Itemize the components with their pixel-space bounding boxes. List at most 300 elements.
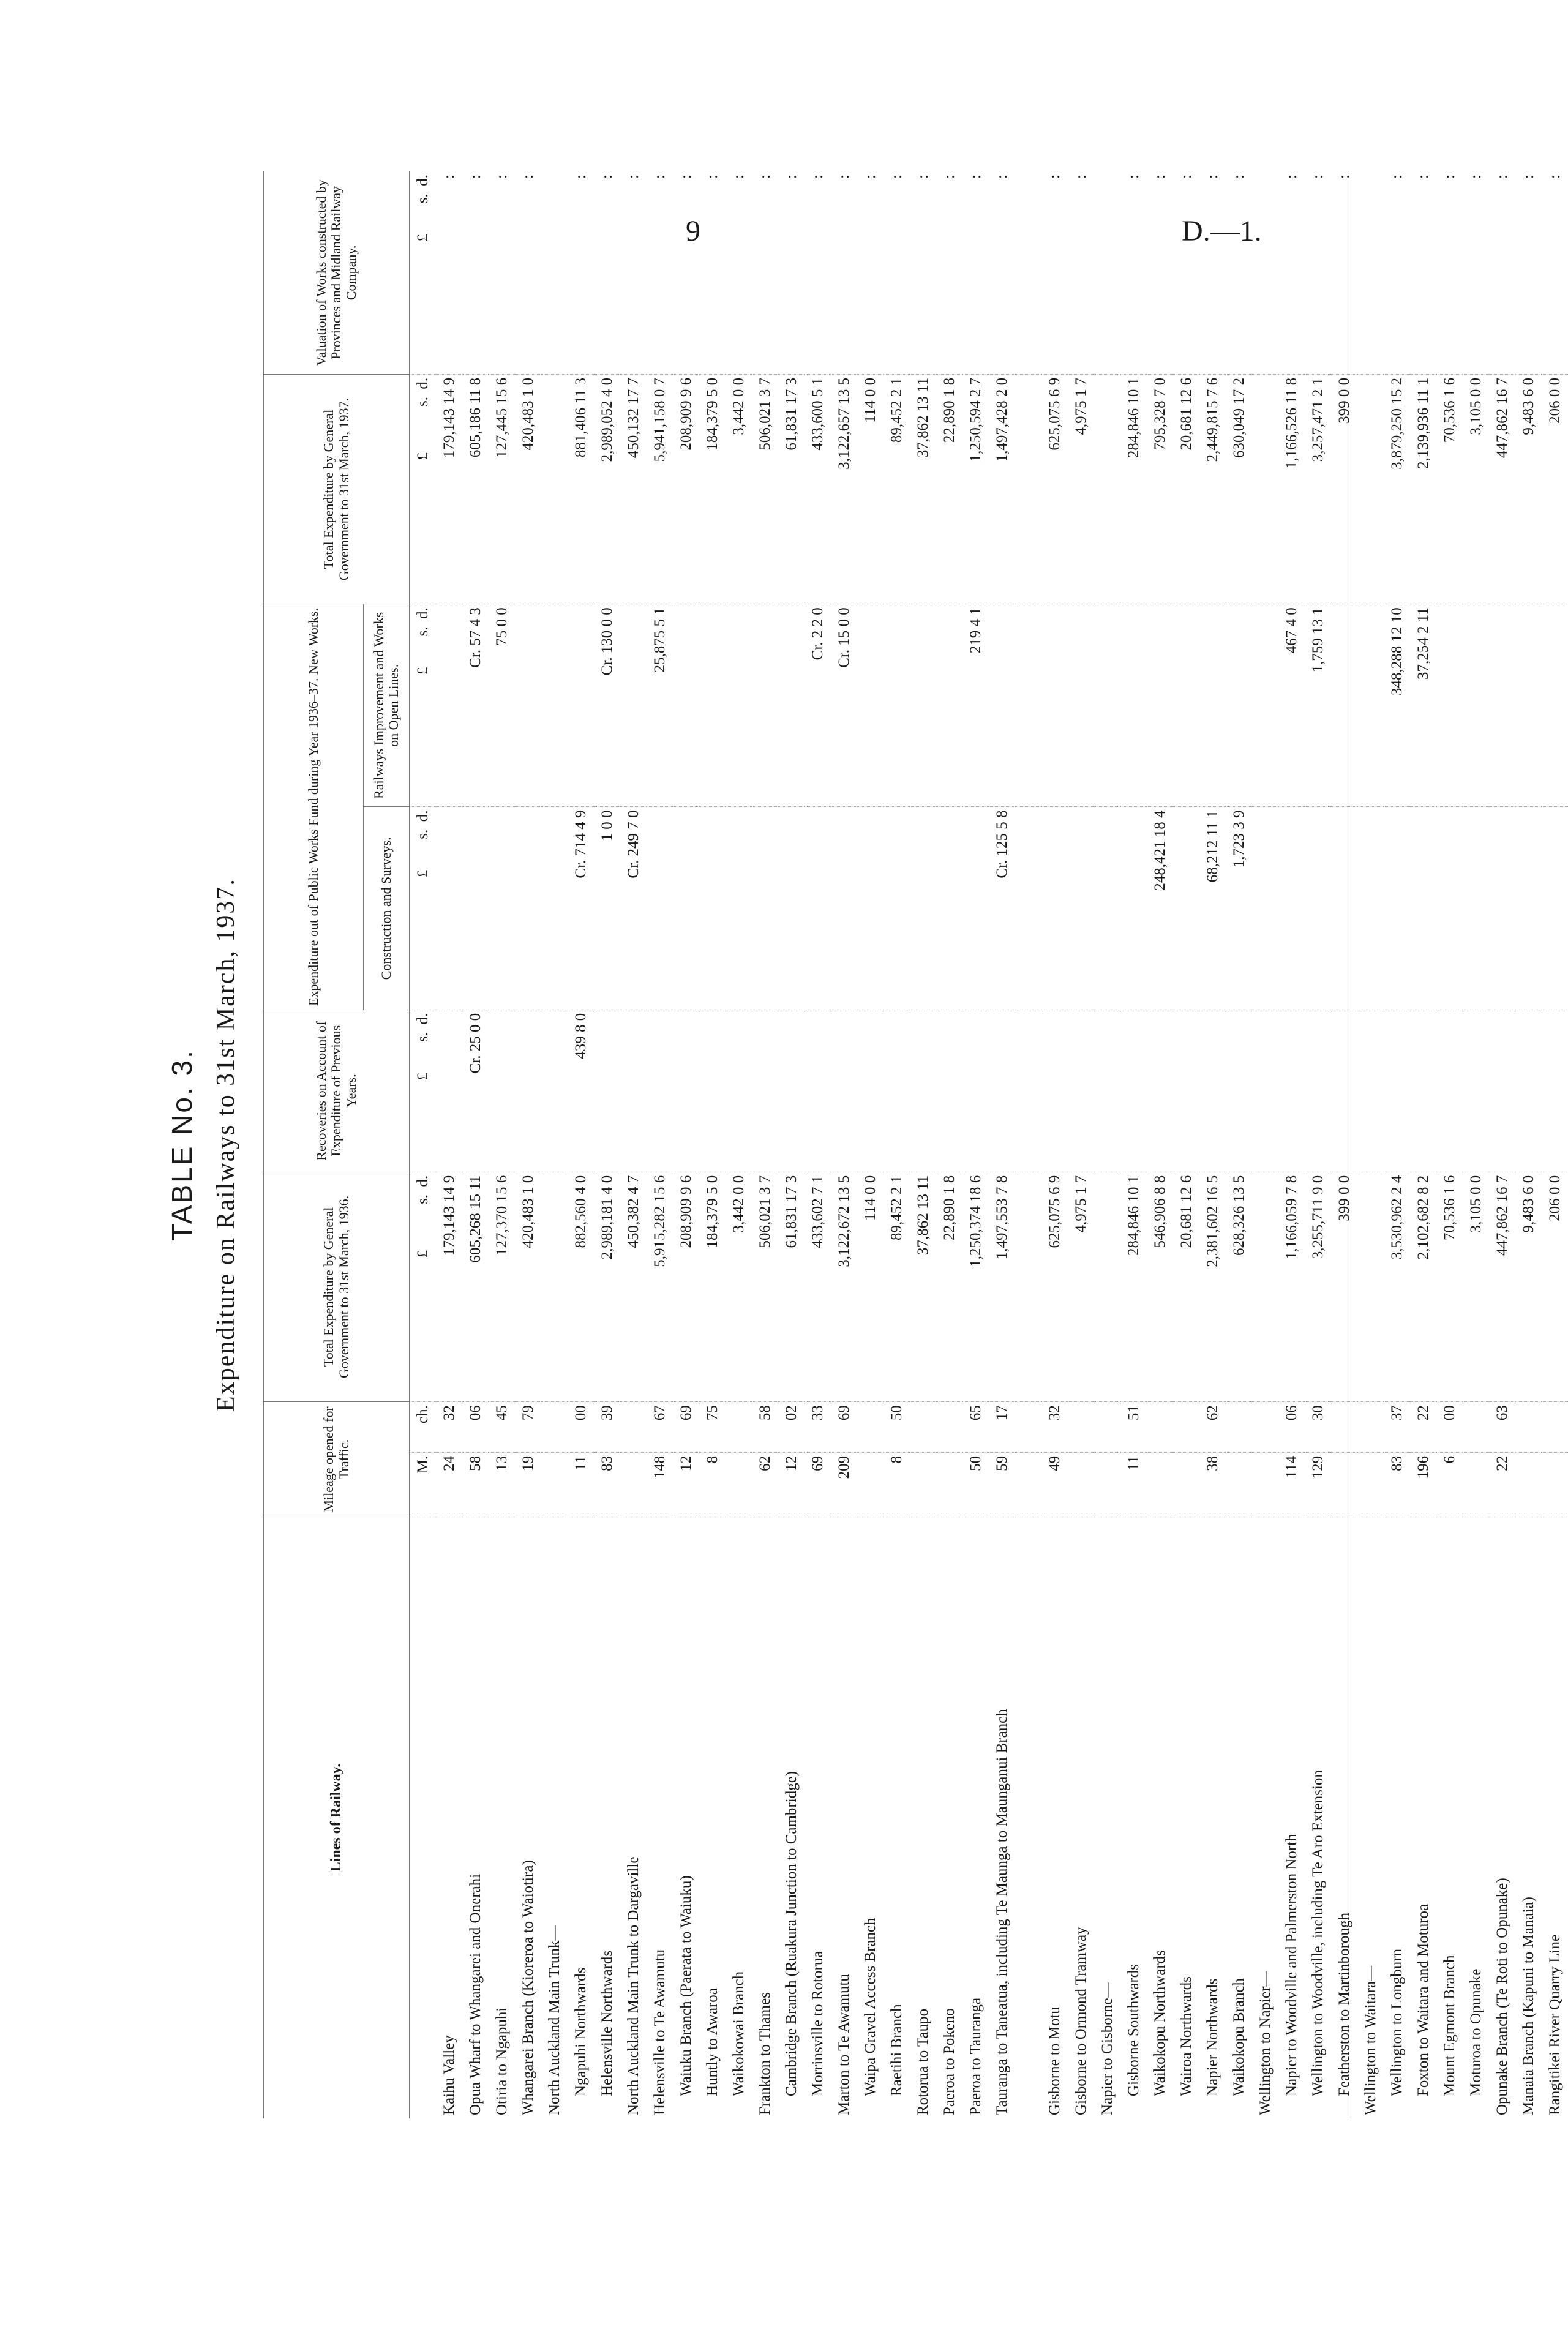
table-row	[594, 171, 620, 2118]
miles-cell: 83	[1384, 1452, 1410, 1517]
group-heading: Wellington to Napier—	[1257, 1971, 1274, 2115]
valuation-cell: :	[515, 171, 541, 374]
miles-cell	[1226, 1452, 1252, 1517]
total-1937-cell: 3,122,657 13 5	[831, 374, 857, 604]
table-row	[462, 171, 489, 2118]
table-row	[1515, 171, 1542, 2118]
total-1936-cell: 3,105 0 0	[1463, 1172, 1489, 1401]
improvement-works-cell	[936, 604, 962, 807]
total-1937-cell: 61,831 17 3	[778, 374, 805, 604]
valuation-cell: :	[1147, 171, 1173, 374]
empty-cell	[1357, 604, 1384, 807]
railway-line-name-cell: Waipa Gravel Access Branch	[862, 1918, 879, 2096]
valuation-cell: :	[1463, 171, 1489, 374]
improvement-works-cell: Cr. 130 0 0	[594, 604, 620, 807]
total-1936-cell: 179,143 14 9	[436, 1172, 462, 1401]
chains-cell: 75	[699, 1402, 726, 1453]
empty-cell	[1252, 171, 1278, 374]
improvement-works-cell: 1,759 13 1	[1305, 604, 1331, 807]
empty-cell	[1094, 1010, 1120, 1172]
construction-surveys-cell: 1,723 3 9	[1226, 807, 1252, 1010]
recoveries-cell	[989, 1010, 1015, 1172]
valuation-cell: :	[1173, 171, 1199, 374]
railway-line-name-cell: Opua Wharf to Whangarei and Onerahi	[467, 1873, 484, 2115]
table-row	[883, 171, 910, 2118]
table-row	[1331, 171, 1357, 2118]
total-1936-cell: 9,483 6 0	[1515, 1172, 1542, 1401]
empty-cell	[541, 1010, 568, 1172]
table-row	[1305, 171, 1331, 2118]
railway-line-name-cell: North Auckland Main Trunk to Dargaville	[625, 1856, 642, 2115]
railway-line-name-cell: Wairoa Northwards	[1178, 1976, 1195, 2096]
construction-surveys-cell	[1068, 807, 1094, 1010]
unit-valuation: £ s. d.	[410, 171, 437, 374]
total-1937-cell: 2,139,936 11 1	[1410, 374, 1436, 604]
chains-cell: 67	[647, 1402, 673, 1453]
chains-cell: 00	[568, 1402, 594, 1453]
empty-cell	[541, 374, 568, 604]
empty-cell	[1357, 1172, 1384, 1401]
miles-cell: 12	[778, 1452, 805, 1517]
railway-line-name-cell: Rangitikei River Quarry Line	[1547, 1934, 1563, 2115]
construction-surveys-cell: 1 0 0	[594, 807, 620, 1010]
table-row	[1542, 171, 1568, 2118]
valuation-cell: :	[699, 171, 726, 374]
total-1937-cell: 3,257,471 2 1	[1305, 374, 1331, 604]
valuation-cell: :	[989, 171, 1015, 374]
table-row	[778, 171, 805, 2118]
group-heading: Napier to Gisborne—	[1099, 1982, 1116, 2115]
header-valuation: Valuation of Works constructed by Provinces and Midland Railway Company.	[264, 171, 410, 374]
railway-line-name-cell: Opunake Branch (Te Roti to Opunake)	[1494, 1878, 1510, 2115]
improvement-works-cell: Cr. 15 0 0	[831, 604, 857, 807]
improvement-works-cell	[515, 604, 541, 807]
spacer-cell	[1015, 171, 1041, 374]
chains-cell: 50	[883, 1402, 910, 1453]
chains-cell: 45	[489, 1402, 515, 1453]
miles-cell: 69	[805, 1452, 831, 1517]
chains-cell: 39	[594, 1402, 620, 1453]
recoveries-cell	[1226, 1010, 1252, 1172]
chains-cell	[1331, 1402, 1357, 1453]
valuation-cell: :	[962, 171, 989, 374]
table-row	[805, 171, 831, 2118]
miles-cell	[1173, 1452, 1199, 1517]
table-row	[515, 171, 541, 2118]
unit-total-1936: £ s. d.	[410, 1172, 437, 1401]
miles-cell: 59	[989, 1452, 1015, 1517]
empty-cell	[541, 1452, 568, 1517]
table-row	[647, 171, 673, 2118]
unit-construction: £ s. d.	[410, 807, 437, 1010]
miles-cell: 129	[1305, 1452, 1331, 1517]
chains-cell: 32	[436, 1402, 462, 1453]
valuation-cell: :	[831, 171, 857, 374]
construction-surveys-cell	[1410, 807, 1436, 1010]
total-1937-cell: 630,049 17 2	[1226, 374, 1252, 604]
total-1937-cell: 4,975 1 7	[1068, 374, 1094, 604]
page-number: 9	[686, 215, 700, 247]
recoveries-cell	[1068, 1010, 1094, 1172]
railway-line-name-cell: Morrinsville to Rotorua	[809, 1951, 826, 2096]
chains-cell	[857, 1402, 883, 1453]
unit-miles: M.	[410, 1452, 437, 1517]
chains-cell	[1542, 1402, 1568, 1453]
table-row	[699, 171, 726, 2118]
valuation-cell: :	[462, 171, 489, 374]
recoveries-cell	[1463, 1010, 1489, 1172]
railway-line-name-cell: Gisborne to Motu	[1046, 2006, 1063, 2115]
chains-cell	[936, 1402, 962, 1453]
chains-cell: 06	[1278, 1402, 1305, 1453]
total-1936-cell: 420,483 1 0	[515, 1172, 541, 1401]
recoveries-cell	[752, 1010, 778, 1172]
recoveries-cell	[1199, 1010, 1226, 1172]
table-row	[989, 171, 1015, 2118]
group-heading-row	[1094, 171, 1120, 2118]
recoveries-cell	[647, 1010, 673, 1172]
construction-surveys-cell	[805, 807, 831, 1010]
valuation-cell: :	[1305, 171, 1331, 374]
empty-cell	[1357, 1452, 1384, 1517]
rotated-table-block	[159, 171, 1563, 2118]
construction-surveys-cell	[1278, 807, 1305, 1010]
valuation-cell: :	[1068, 171, 1094, 374]
chains-cell: 33	[805, 1402, 831, 1453]
header-construction: Construction and Surveys.	[364, 807, 410, 1010]
railway-line-name-cell: Featherston to Martinborough	[1336, 1913, 1352, 2096]
recoveries-cell	[778, 1010, 805, 1172]
recoveries-cell	[1489, 1010, 1515, 1172]
miles-cell	[1463, 1452, 1489, 1517]
empty-cell	[541, 604, 568, 807]
valuation-cell: :	[805, 171, 831, 374]
total-1936-cell: 450,382 4 7	[620, 1172, 647, 1401]
improvement-works-cell: 75 0 0	[489, 604, 515, 807]
chains-cell: 02	[778, 1402, 805, 1453]
total-1936-cell: 2,102,682 8 2	[1410, 1172, 1436, 1401]
miles-cell: 114	[1278, 1452, 1305, 1517]
total-1936-cell: 184,379 5 0	[699, 1172, 726, 1401]
miles-cell	[1515, 1452, 1542, 1517]
chains-cell	[1173, 1402, 1199, 1453]
construction-surveys-cell	[936, 807, 962, 1010]
total-1937-cell: 1,497,428 2 0	[989, 374, 1015, 604]
construction-surveys-cell	[962, 807, 989, 1010]
spacer-cell	[1015, 604, 1041, 807]
improvement-works-cell	[1463, 604, 1489, 807]
miles-cell	[857, 1452, 883, 1517]
header-mileage: Mileage opened for Traffic.	[264, 1402, 410, 1517]
table-row	[1173, 171, 1199, 2118]
table-row	[857, 171, 883, 2118]
construction-surveys-cell	[1384, 807, 1410, 1010]
chains-cell: 62	[1199, 1402, 1226, 1453]
empty-cell	[541, 171, 568, 374]
improvement-works-cell	[1041, 604, 1068, 807]
unit-chains: ch.	[410, 1402, 437, 1453]
construction-surveys-cell	[1542, 807, 1568, 1010]
empty-cell	[541, 1172, 568, 1401]
miles-cell: 62	[752, 1452, 778, 1517]
recoveries-cell: Cr. 25 0 0	[462, 1010, 489, 1172]
table-row	[726, 171, 752, 2118]
railway-line-name-cell: Waikokopu Northwards	[1152, 1950, 1168, 2096]
construction-surveys-cell: 68,212 11 1	[1199, 807, 1226, 1010]
miles-cell	[1331, 1452, 1357, 1517]
recoveries-cell	[1384, 1010, 1410, 1172]
valuation-cell: :	[936, 171, 962, 374]
total-1937-cell: 795,328 7 0	[1147, 374, 1173, 604]
unit-improvement: £ s. d.	[410, 604, 437, 807]
total-1937-cell: 1,250,594 2 7	[962, 374, 989, 604]
construction-surveys-cell	[1173, 807, 1199, 1010]
recoveries-cell	[805, 1010, 831, 1172]
total-1936-cell: 546,906 8 8	[1147, 1172, 1173, 1401]
recoveries-cell	[1278, 1010, 1305, 1172]
improvement-works-cell	[568, 604, 594, 807]
recoveries-cell	[726, 1010, 752, 1172]
total-1936-cell: 506,021 3 7	[752, 1172, 778, 1401]
total-1936-cell: 1,497,553 7 8	[989, 1172, 1015, 1401]
improvement-works-cell: 219 4 1	[962, 604, 989, 807]
railway-line-name-cell: Ngapuhi Northwards	[572, 1967, 589, 2096]
valuation-cell: :	[1199, 171, 1226, 374]
railway-line-name-cell: Raetihi Branch	[888, 2004, 905, 2096]
miles-cell	[1542, 1452, 1568, 1517]
valuation-cell: :	[673, 171, 699, 374]
railway-line-name-cell: Paeroa to Pokeno	[941, 2008, 958, 2115]
valuation-cell: :	[857, 171, 883, 374]
chains-cell: 51	[1120, 1402, 1147, 1453]
empty-cell	[1252, 807, 1278, 1010]
total-1936-cell: 433,602 7 1	[805, 1172, 831, 1401]
spacer-cell	[1015, 1517, 1041, 2118]
construction-surveys-cell	[1436, 807, 1463, 1010]
railway-line-name-cell: Marton to Te Awamutu	[836, 1974, 852, 2115]
total-1936-cell: 70,536 1 6	[1436, 1172, 1463, 1401]
table-row	[1436, 171, 1463, 2118]
recoveries-cell	[857, 1010, 883, 1172]
miles-cell: 24	[436, 1452, 462, 1517]
header-improvement: Railways Improvement and Works on Open Lines.	[364, 604, 410, 807]
total-1936-cell: 37,862 13 11	[910, 1172, 936, 1401]
improvement-works-cell	[1120, 604, 1147, 807]
table-row	[910, 171, 936, 2118]
recoveries-cell	[1120, 1010, 1147, 1172]
railway-line-name-cell: Waikokowai Branch	[730, 1971, 747, 2096]
miles-cell	[1147, 1452, 1173, 1517]
valuation-cell: :	[910, 171, 936, 374]
railway-line-name-cell: Huntly to Awaroa	[704, 1988, 721, 2096]
empty-cell	[541, 1402, 568, 1453]
empty-cell	[1252, 374, 1278, 604]
construction-surveys-cell: Cr. 714 4 9	[568, 807, 594, 1010]
recoveries-cell	[1410, 1010, 1436, 1172]
total-1937-cell: 5,941,158 0 7	[647, 374, 673, 604]
valuation-cell: :	[1384, 171, 1410, 374]
valuation-cell: :	[647, 171, 673, 374]
railway-line-name-cell: Napier Northwards	[1204, 1978, 1221, 2096]
railway-line-name-cell: Wellington to Longburn	[1389, 1948, 1405, 2096]
miles-cell: 49	[1041, 1452, 1068, 1517]
total-1936-cell: 61,831 17 3	[778, 1172, 805, 1401]
construction-surveys-cell	[489, 807, 515, 1010]
valuation-cell: :	[1331, 171, 1357, 374]
valuation-cell: :	[1041, 171, 1068, 374]
table-row	[831, 171, 857, 2118]
railway-line-name-cell: Napier to Woodville and Palmerston North	[1283, 1834, 1300, 2096]
construction-surveys-cell	[1305, 807, 1331, 1010]
improvement-works-cell: Cr. 57 4 3	[462, 604, 489, 807]
recoveries-cell	[489, 1010, 515, 1172]
header-public-works-fund: Expenditure out of Public Works Fund during Year 1936–37. New Works.	[264, 604, 364, 1010]
total-1936-cell: 625,075 6 9	[1041, 1172, 1068, 1401]
construction-surveys-cell	[462, 807, 489, 1010]
construction-surveys-cell	[1463, 807, 1489, 1010]
improvement-works-cell	[1068, 604, 1094, 807]
railway-line-name-cell: Waikokopu Branch	[1231, 1978, 1247, 2096]
units-lines	[410, 1517, 437, 2118]
recoveries-cell	[1436, 1010, 1463, 1172]
total-1937-cell: 506,021 3 7	[752, 374, 778, 604]
table-row	[1463, 171, 1489, 2118]
total-1937-cell: 625,075 6 9	[1041, 374, 1068, 604]
miles-cell	[910, 1452, 936, 1517]
empty-cell	[1094, 1402, 1120, 1453]
railway-line-name-cell: Moturoa to Opunake	[1468, 1968, 1484, 2096]
miles-cell: 12	[673, 1452, 699, 1517]
total-1936-cell: 20,681 12 6	[1173, 1172, 1199, 1401]
table-row	[568, 171, 594, 2118]
total-1936-cell: 3,530,962 2 4	[1384, 1172, 1410, 1401]
table-row	[962, 171, 989, 2118]
empty-cell	[1094, 171, 1120, 374]
table-row	[1226, 171, 1252, 2118]
total-1936-cell: 4,975 1 7	[1068, 1172, 1094, 1401]
table-row	[936, 171, 962, 2118]
railway-line-name-cell: Cambridge Branch (Ruakura Junction to Cambridge)	[783, 1771, 800, 2096]
total-1937-cell: 284,846 10 1	[1120, 374, 1147, 604]
empty-cell	[1094, 604, 1120, 807]
construction-surveys-cell: 248,421 18 4	[1147, 807, 1173, 1010]
total-1937-cell: 9,483 6 0	[1515, 374, 1542, 604]
total-1936-cell: 114 0 0	[857, 1172, 883, 1401]
recoveries-cell	[594, 1010, 620, 1172]
recoveries-cell	[1305, 1010, 1331, 1172]
total-1936-cell: 447,862 16 7	[1489, 1172, 1515, 1401]
improvement-works-cell: 348,288 12 10	[1384, 604, 1410, 807]
empty-cell	[1357, 171, 1384, 374]
improvement-works-cell	[673, 604, 699, 807]
recoveries-cell	[1331, 1010, 1357, 1172]
table-row	[489, 171, 515, 2118]
table-row	[1120, 171, 1147, 2118]
empty-cell	[1094, 1172, 1120, 1401]
chains-cell: 69	[673, 1402, 699, 1453]
total-1936-cell: 882,560 4 0	[568, 1172, 594, 1401]
valuation-cell: :	[1120, 171, 1147, 374]
construction-surveys-cell	[726, 807, 752, 1010]
construction-surveys-cell: Cr. 125 5 8	[989, 807, 1015, 1010]
total-1937-cell: 114 0 0	[857, 374, 883, 604]
railway-line-name-cell: Mount Egmont Branch	[1441, 1955, 1458, 2096]
total-1937-cell: 3,442 0 0	[726, 374, 752, 604]
improvement-works-cell	[1199, 604, 1226, 807]
improvement-works-cell	[989, 604, 1015, 807]
construction-surveys-cell	[857, 807, 883, 1010]
total-1937-cell: 2,989,052 4 0	[594, 374, 620, 604]
improvement-works-cell	[857, 604, 883, 807]
spacer-cell	[1015, 1452, 1041, 1517]
chains-cell: 22	[1410, 1402, 1436, 1453]
recoveries-cell	[515, 1010, 541, 1172]
total-1936-cell: 1,166,059 7 8	[1278, 1172, 1305, 1401]
valuation-cell: :	[1278, 171, 1305, 374]
valuation-cell: :	[1515, 171, 1542, 374]
chains-cell: 37	[1384, 1402, 1410, 1453]
document-reference: D.—1.	[1182, 215, 1262, 247]
construction-surveys-cell	[1489, 807, 1515, 1010]
improvement-works-cell	[752, 604, 778, 807]
improvement-works-cell	[699, 604, 726, 807]
total-1937-cell: 179,143 14 9	[436, 374, 462, 604]
miles-cell: 58	[462, 1452, 489, 1517]
total-1936-cell: 605,268 15 11	[462, 1172, 489, 1401]
chains-cell	[620, 1402, 647, 1453]
miles-cell: 38	[1199, 1452, 1226, 1517]
table-row	[1199, 171, 1226, 2118]
chains-cell: 69	[831, 1402, 857, 1453]
table-row	[752, 171, 778, 2118]
miles-cell: 50	[962, 1452, 989, 1517]
table-row	[1384, 171, 1410, 2118]
construction-surveys-cell	[778, 807, 805, 1010]
improvement-works-cell	[1436, 604, 1463, 807]
improvement-works-cell	[1173, 604, 1199, 807]
chains-cell: 00	[1436, 1402, 1463, 1453]
table-number: TABLE No. 3.	[166, 1049, 198, 1241]
total-1936-cell: 3,442 0 0	[726, 1172, 752, 1401]
spacer-cell	[1015, 1402, 1041, 1453]
construction-surveys-cell: Cr. 249 7 0	[620, 807, 647, 1010]
table-row	[1489, 171, 1515, 2118]
empty-cell	[1357, 807, 1384, 1010]
group-heading-row	[541, 171, 568, 2118]
chains-cell: 30	[1305, 1402, 1331, 1453]
total-1937-cell: 70,536 1 6	[1436, 374, 1463, 604]
header-lines: Lines of Railway.	[264, 1517, 410, 2118]
railway-line-name-cell: Frankton to Thames	[757, 1992, 773, 2115]
valuation-cell: :	[883, 171, 910, 374]
total-1937-cell: 420,483 1 0	[515, 374, 541, 604]
empty-cell	[1094, 807, 1120, 1010]
spacer-cell	[1015, 807, 1041, 1010]
construction-surveys-cell	[515, 807, 541, 1010]
valuation-cell: :	[1436, 171, 1463, 374]
total-1936-cell: 3,255,711 9 0	[1305, 1172, 1331, 1401]
recoveries-cell	[673, 1010, 699, 1172]
construction-surveys-cell	[1120, 807, 1147, 1010]
total-1936-cell: 3,122,672 13 5	[831, 1172, 857, 1401]
total-1937-cell: 22,890 1 8	[936, 374, 962, 604]
valuation-cell: :	[726, 171, 752, 374]
total-1937-cell: 3,879,250 15 2	[1384, 374, 1410, 604]
miles-cell: 19	[515, 1452, 541, 1517]
unit-recoveries: £ s. d.	[410, 1010, 437, 1172]
railway-line-name-cell: Otiria to Ngapuhi	[493, 2007, 510, 2115]
chains-cell: 79	[515, 1402, 541, 1453]
